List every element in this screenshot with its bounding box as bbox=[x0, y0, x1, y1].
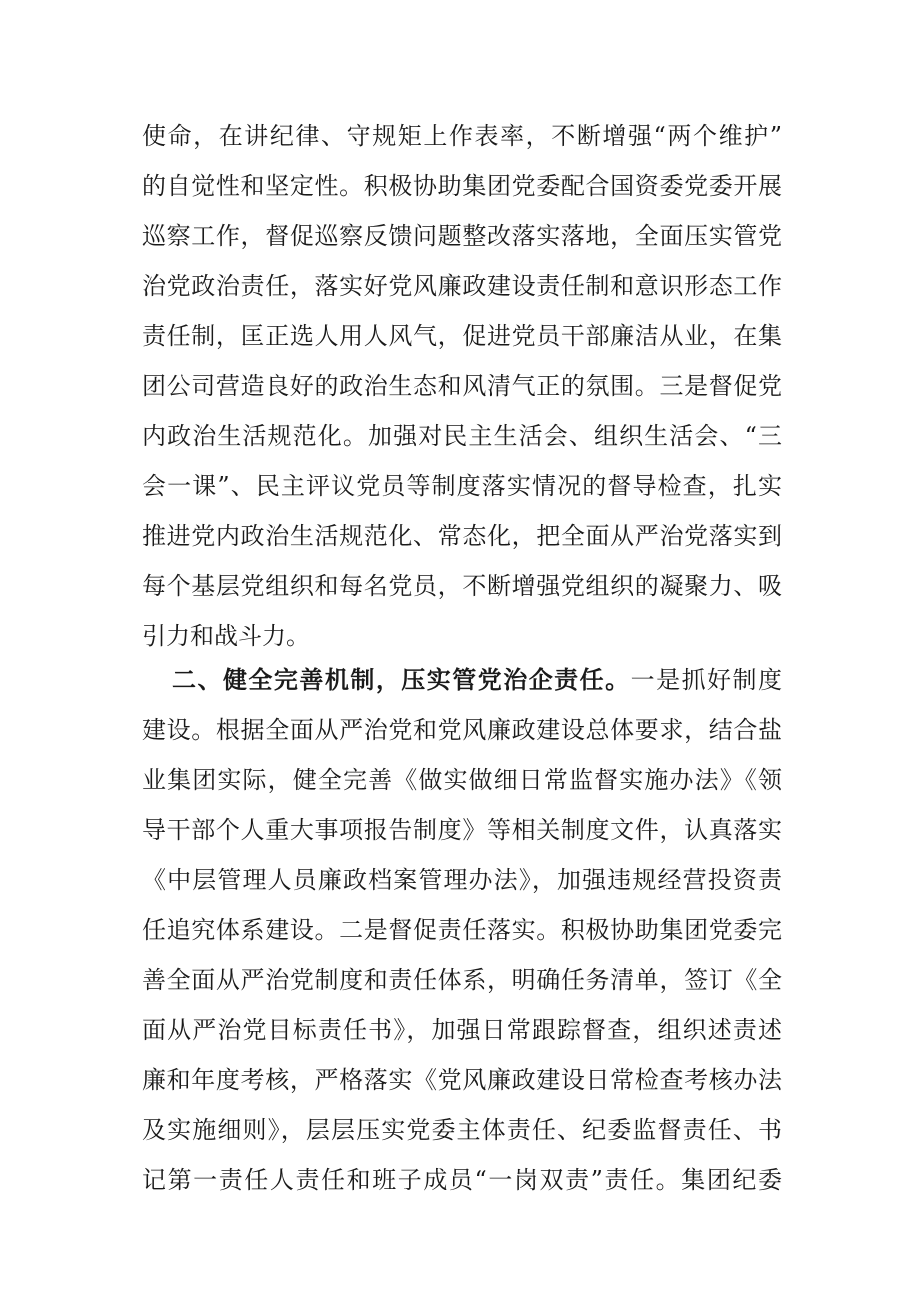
text-line: 任追究体系建设。二是督促责任落实。积极协助集团党委完 bbox=[142, 916, 782, 944]
text-line: 使命，在讲纪律、守规矩上作表率，不断增强“两个维护” bbox=[142, 122, 782, 150]
text-line: 引力和战斗力。 bbox=[142, 622, 310, 650]
text-line: 面从严治党目标责任书》，加强日常跟踪督查，组织述责述 bbox=[142, 1016, 782, 1044]
text-line: 廉和年度考核，严格落实《党风廉政建设日常检查考核办法 bbox=[142, 1066, 782, 1094]
text-line: 记第一责任人责任和班子成员“一岗双责”责任。集团纪委 bbox=[142, 1166, 782, 1194]
text-line: 业集团实际，健全完善《做实做细日常监督实施办法》《领 bbox=[142, 766, 782, 794]
text-line: 《中层管理人员廉政档案管理办法》，加强违规经营投资责 bbox=[142, 866, 782, 894]
text-line: 团公司营造良好的政治生态和风清气正的氛围。三是督促党 bbox=[142, 372, 782, 400]
heading-line-rest: 一是抓好制度 bbox=[630, 666, 783, 694]
text-line: 善全面从严治党制度和责任体系，明确任务清单，签订《全 bbox=[142, 966, 782, 994]
text-line: 内政治生活规范化。加强对民主生活会、组织生活会、“三 bbox=[142, 422, 782, 450]
text-line: 及实施细则》，层层压实党委主体责任、纪委监督责任、书 bbox=[142, 1116, 782, 1144]
section-heading: 二、健全完善机制，压实管党治企责任。 bbox=[172, 666, 631, 694]
text-line: 每个基层党组织和每名党员，不断增强党组织的凝聚力、吸 bbox=[142, 572, 782, 600]
text-line: 责任制，匡正选人用人风气，促进党员干部廉洁从业，在集 bbox=[142, 322, 782, 350]
text-line: 建设。根据全面从严治党和党风廉政建设总体要求，结合盐 bbox=[142, 716, 782, 744]
text-line: 推进党内政治生活规范化、常态化，把全面从严治党落实到 bbox=[142, 522, 782, 550]
text-line: 会一课”、民主评议党员等制度落实情况的督导检查，扎实 bbox=[142, 472, 782, 500]
text-line: 导干部个人重大事项报告制度》等相关制度文件，认真落实 bbox=[142, 816, 782, 844]
section-heading-line bbox=[172, 663, 782, 697]
text-line: 的自觉性和坚定性。积极协助集团党委配合国资委党委开展 bbox=[142, 172, 782, 200]
text-line: 治党政治责任，落实好党风廉政建设责任制和意识形态工作 bbox=[142, 272, 782, 300]
text-line: 巡察工作，督促巡察反馈问题整改落实落地，全面压实管党 bbox=[142, 222, 782, 250]
